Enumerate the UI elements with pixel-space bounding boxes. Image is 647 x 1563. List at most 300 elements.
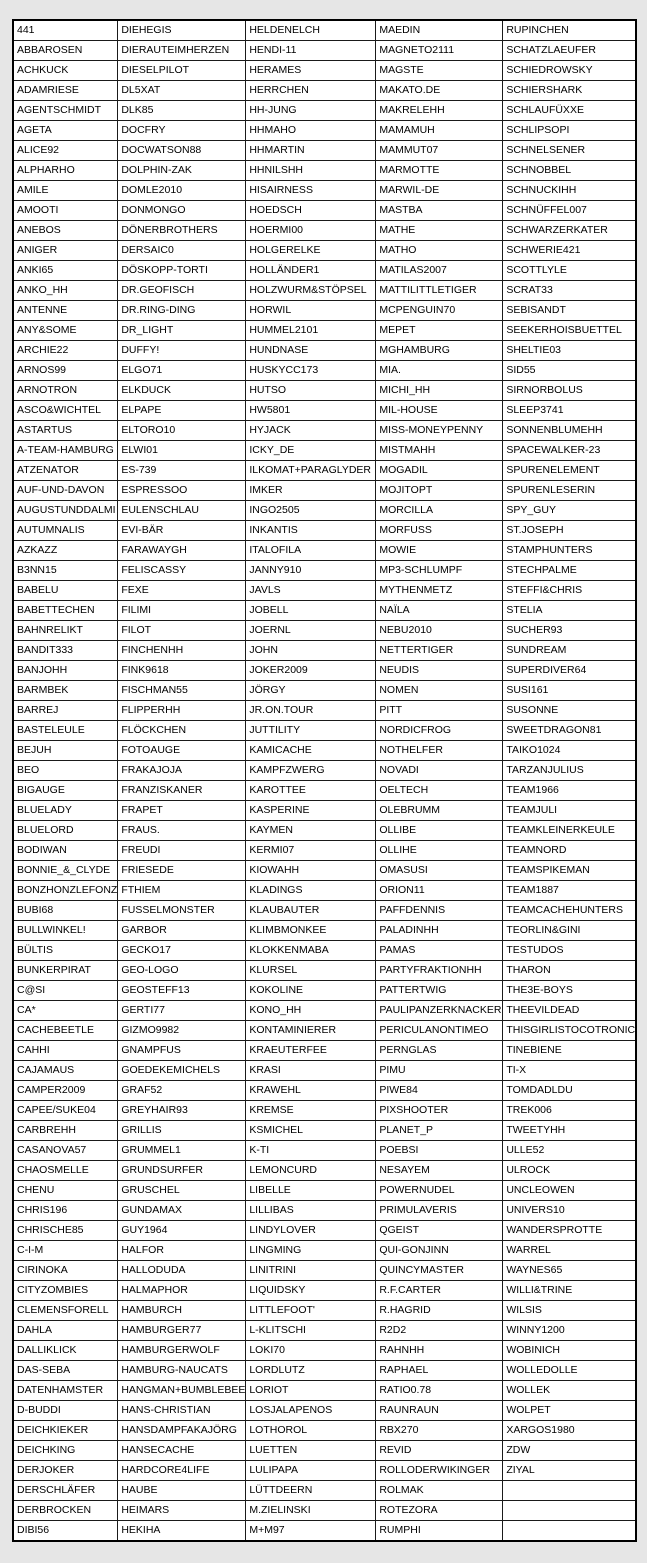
table-cell: MASTBA [376, 201, 503, 221]
table-cell: LIQUIDSKY [246, 1281, 376, 1301]
table-cell: FARAWAYGH [118, 541, 246, 561]
table-cell: MATILAS2007 [376, 261, 503, 281]
table-cell: TARZANJULIUS [503, 761, 636, 781]
table-cell: SUSI161 [503, 681, 636, 701]
table-cell: LÜTTDEERN [246, 1481, 376, 1501]
table-row [13, 1221, 636, 1241]
table-cell: HANGMAN+BUMBLEBEE [118, 1381, 246, 1401]
table-cell: MARMOTTE [376, 161, 503, 181]
table-cell: BULLWINKEL! [13, 921, 118, 941]
table-cell: TEAM1887 [503, 881, 636, 901]
table-cell: PATTERTWIG [376, 981, 503, 1001]
table-cell: JOERNL [246, 621, 376, 641]
table-cell: SEEKERHOISBUETTEL [503, 321, 636, 341]
table-row [13, 561, 636, 581]
table-cell: LINDYLOVER [246, 1221, 376, 1241]
table-cell: CHRISCHE85 [13, 1221, 118, 1241]
table-cell: A-TEAM-HAMBURG [13, 441, 118, 461]
table-cell: HUNDNASE [246, 341, 376, 361]
table-cell: NEBU2010 [376, 621, 503, 641]
table-cell: LUETTEN [246, 1441, 376, 1461]
table-cell: KOKOLINE [246, 981, 376, 1001]
table-row [13, 1021, 636, 1041]
table-cell: LILLIBAS [246, 1201, 376, 1221]
table-cell [503, 1481, 636, 1501]
table-cell: SIRNORBOLUS [503, 381, 636, 401]
table-cell: HERAMES [246, 61, 376, 81]
table-cell: ARCHIE22 [13, 341, 118, 361]
table-cell: BIGAUGE [13, 781, 118, 801]
table-cell: ELWI01 [118, 441, 246, 461]
table-row [13, 1321, 636, 1341]
table-cell: OLEBRUMM [376, 801, 503, 821]
table-row [13, 841, 636, 861]
table-row [13, 121, 636, 141]
table-cell: ASCO&WICHTEL [13, 401, 118, 421]
table-cell: TWEETYHH [503, 1121, 636, 1141]
table-cell: UNCLEOWEN [503, 1181, 636, 1201]
table-row [13, 1261, 636, 1281]
table-cell: LEMONCURD [246, 1161, 376, 1181]
table-cell: MATHE [376, 221, 503, 241]
table-cell: PAULIPANZERKNACKER [376, 1001, 503, 1021]
table-cell: GEOSTEFF13 [118, 981, 246, 1001]
table-cell: FRAUS. [118, 821, 246, 841]
table-row [13, 461, 636, 481]
table-cell: DR.RING-DING [118, 301, 246, 321]
table-row [13, 1241, 636, 1261]
table-row [13, 421, 636, 441]
table-cell: OLLIHE [376, 841, 503, 861]
table-row [13, 681, 636, 701]
table-cell: DAHLA [13, 1321, 118, 1341]
table-cell: CACHEBEETLE [13, 1021, 118, 1041]
table-cell: KRASI [246, 1061, 376, 1081]
table-cell: FRAKAJOJA [118, 761, 246, 781]
table-cell: BARREJ [13, 701, 118, 721]
table-cell: AUF-UND-DAVON [13, 481, 118, 501]
table-row [13, 281, 636, 301]
table-cell: MCPENGUIN70 [376, 301, 503, 321]
table-row [13, 1161, 636, 1181]
table-row [13, 181, 636, 201]
table-cell: ANKO_HH [13, 281, 118, 301]
table-cell: ZDW [503, 1441, 636, 1461]
table-cell: SCRAT33 [503, 281, 636, 301]
table-cell: SUPERDIVER64 [503, 661, 636, 681]
table-cell: SCHATZLAEUFER [503, 41, 636, 61]
table-cell: SCHNOBBEL [503, 161, 636, 181]
table-cell: ZIYAL [503, 1461, 636, 1481]
table-cell: MAKRELEHH [376, 101, 503, 121]
table-row [13, 921, 636, 941]
table-cell: MEPET [376, 321, 503, 341]
table-cell: CAPEE/SUKE04 [13, 1101, 118, 1121]
table-cell: CLEMENSFORELL [13, 1301, 118, 1321]
table-cell: PLANET_P [376, 1121, 503, 1141]
table-cell: DÖNERBROTHERS [118, 221, 246, 241]
table-cell: WAYNES65 [503, 1261, 636, 1281]
table-cell: THARON [503, 961, 636, 981]
table-row [13, 1401, 636, 1421]
table-cell: MP3-SCHLUMPF [376, 561, 503, 581]
table-cell: JR.ON.TOUR [246, 701, 376, 721]
table-cell: TESTUDOS [503, 941, 636, 961]
table-cell: ARNOTRON [13, 381, 118, 401]
table-cell: PERICULANONTIMEO [376, 1021, 503, 1041]
table-row [13, 701, 636, 721]
table-cell: ILKOMAT+PARAGLYDER [246, 461, 376, 481]
table-cell: BANDIT333 [13, 641, 118, 661]
table-cell: CASANOVA57 [13, 1141, 118, 1161]
table-cell: QGEIST [376, 1221, 503, 1241]
table-cell: MIL-HOUSE [376, 401, 503, 421]
table-row [13, 381, 636, 401]
table-cell: REVID [376, 1441, 503, 1461]
table-cell [503, 1521, 636, 1542]
table-row [13, 1061, 636, 1081]
table-cell: TAIKO1024 [503, 741, 636, 761]
table-cell: NOTHELFER [376, 741, 503, 761]
table-cell: MICHI_HH [376, 381, 503, 401]
table-cell: EULENSCHLAU [118, 501, 246, 521]
table-cell: DÖSKOPP-TORTI [118, 261, 246, 281]
table-cell: HISAIRNESS [246, 181, 376, 201]
table-cell: DR_LIGHT [118, 321, 246, 341]
table-cell: SCHLIPSOPI [503, 121, 636, 141]
table-cell: BEJUH [13, 741, 118, 761]
table-cell: FRANZISKANER [118, 781, 246, 801]
table-cell: SCHNUCKIHH [503, 181, 636, 201]
table-cell: HOLLÄNDER1 [246, 261, 376, 281]
table-cell: NESAYEM [376, 1161, 503, 1181]
table-cell: HAMBURCH [118, 1301, 246, 1321]
table-cell: KLURSEL [246, 961, 376, 981]
table-cell: FRIESEDE [118, 861, 246, 881]
table-row [13, 621, 636, 641]
table-cell: ULLE52 [503, 1141, 636, 1161]
table-cell: CHAOSMELLE [13, 1161, 118, 1181]
table-cell: ICKY_DE [246, 441, 376, 461]
table-row [13, 361, 636, 381]
table-cell: TI-X [503, 1061, 636, 1081]
table-cell: KLIMBMONKEE [246, 921, 376, 941]
table-cell: LORIOT [246, 1381, 376, 1401]
table-cell: GARBOR [118, 921, 246, 941]
table-cell: PAMAS [376, 941, 503, 961]
table-cell: FRAPET [118, 801, 246, 821]
table-cell: SCHIEDROWSKY [503, 61, 636, 81]
table-cell: MISS-MONEYPENNY [376, 421, 503, 441]
table-row [13, 1181, 636, 1201]
table-cell: MGHAMBURG [376, 341, 503, 361]
table-row [13, 881, 636, 901]
table-cell: MAMMUT07 [376, 141, 503, 161]
table-cell: TREK006 [503, 1101, 636, 1121]
table-row [13, 1381, 636, 1401]
table-cell: FINCHENHH [118, 641, 246, 661]
table-cell: WOLLEDOLLE [503, 1361, 636, 1381]
table-cell: TEAMKLEINERKEULE [503, 821, 636, 841]
table-row [13, 501, 636, 521]
table-cell: BONZHONZLEFONZ [13, 881, 118, 901]
table-cell: INGO2505 [246, 501, 376, 521]
table-cell: DEICHKIEKER [13, 1421, 118, 1441]
table-cell: DERSAIC0 [118, 241, 246, 261]
table-row [13, 481, 636, 501]
table-cell: WOLLEK [503, 1381, 636, 1401]
table-row [13, 401, 636, 421]
table-cell: HUTSO [246, 381, 376, 401]
table-cell: FEXE [118, 581, 246, 601]
table-row [13, 1101, 636, 1121]
table-row [13, 521, 636, 541]
table-cell: ATZENATOR [13, 461, 118, 481]
table-cell: TEAMCACHEHUNTERS [503, 901, 636, 921]
table-cell: CAHHI [13, 1041, 118, 1061]
table-cell: HALFOR [118, 1241, 246, 1261]
table-cell: AGENTSCHMIDT [13, 101, 118, 121]
table-cell: MAMAMUH [376, 121, 503, 141]
table-cell: MOWIE [376, 541, 503, 561]
table-row [13, 1201, 636, 1221]
table-cell: BUBI68 [13, 901, 118, 921]
table-cell: HELDENELCH [246, 20, 376, 41]
table-cell: FELISCASSY [118, 561, 246, 581]
table-cell: K-TI [246, 1141, 376, 1161]
table-cell: ES-739 [118, 461, 246, 481]
table-cell: PIMU [376, 1061, 503, 1081]
table-row [13, 1481, 636, 1501]
table-cell: KERMI07 [246, 841, 376, 861]
table-row [13, 241, 636, 261]
table-cell: MISTMAHH [376, 441, 503, 461]
table-cell: RAPHAEL [376, 1361, 503, 1381]
table-row [13, 801, 636, 821]
table-cell: DOLPHIN-ZAK [118, 161, 246, 181]
table-cell: SEBISANDT [503, 301, 636, 321]
table-cell: STECHPALME [503, 561, 636, 581]
table-row [13, 201, 636, 221]
table-cell: NETTERTIGER [376, 641, 503, 661]
table-cell: SUCHER93 [503, 621, 636, 641]
table-cell: KIOWAHH [246, 861, 376, 881]
table-cell: PIXSHOOTER [376, 1101, 503, 1121]
table-cell: DERBROCKEN [13, 1501, 118, 1521]
table-cell: BEO [13, 761, 118, 781]
table-cell: CA* [13, 1001, 118, 1021]
table-cell: EVI-BÄR [118, 521, 246, 541]
table-cell: OMASUSI [376, 861, 503, 881]
table-cell: HHNILSHH [246, 161, 376, 181]
table-cell: HALLODUDA [118, 1261, 246, 1281]
table-cell: R2D2 [376, 1321, 503, 1341]
table-cell: KLAUBAUTER [246, 901, 376, 921]
table-cell: MIA. [376, 361, 503, 381]
table-cell: FTHIEM [118, 881, 246, 901]
table-cell: TEAM1966 [503, 781, 636, 801]
table-cell: TINEBIENE [503, 1041, 636, 1061]
table-cell: NEUDIS [376, 661, 503, 681]
table-cell: SHELTIE03 [503, 341, 636, 361]
table-row [13, 101, 636, 121]
table-cell: HAMBURG-NAUCATS [118, 1361, 246, 1381]
table-cell: JOBELL [246, 601, 376, 621]
table-cell: MAGNETO2111 [376, 41, 503, 61]
table-cell: MOGADIL [376, 461, 503, 481]
table-cell: DAS-SEBA [13, 1361, 118, 1381]
table-cell: GECKO17 [118, 941, 246, 961]
table-cell: HORWIL [246, 301, 376, 321]
table-row [13, 721, 636, 741]
table-row [13, 1461, 636, 1481]
table-cell: HEIMARS [118, 1501, 246, 1521]
table-cell: MARWIL-DE [376, 181, 503, 201]
table-cell: PAFFDENNIS [376, 901, 503, 921]
table-cell: HAMBURGERWOLF [118, 1341, 246, 1361]
table-cell: KLOKKENMABA [246, 941, 376, 961]
table-cell: R.HAGRID [376, 1301, 503, 1321]
table-cell: ESPRESSOO [118, 481, 246, 501]
table-cell: POWERNUDEL [376, 1181, 503, 1201]
table-cell: SUNDREAM [503, 641, 636, 661]
table-cell: MATTILITTLETIGER [376, 281, 503, 301]
table-cell: AMOOTI [13, 201, 118, 221]
table-cell: QUINCYMASTER [376, 1261, 503, 1281]
table-cell: ACHKUCK [13, 61, 118, 81]
table-cell: GNAMPFUS [118, 1041, 246, 1061]
table-cell: MORCILLA [376, 501, 503, 521]
table-row [13, 1121, 636, 1141]
table-cell: BONNIE_&_CLYDE [13, 861, 118, 881]
table-cell: ABBAROSEN [13, 41, 118, 61]
table-cell: CITYZOMBIES [13, 1281, 118, 1301]
table-cell: HANSDAMPFAKAJÖRG [118, 1421, 246, 1441]
table-cell: JAVLS [246, 581, 376, 601]
table-cell: DIBI56 [13, 1521, 118, 1542]
table-cell: JOKER2009 [246, 661, 376, 681]
table-cell: DR.GEOFISCH [118, 281, 246, 301]
table-cell: OLLIBE [376, 821, 503, 841]
table-cell: JOHN [246, 641, 376, 661]
table-cell: ST.JOSEPH [503, 521, 636, 541]
table-row [13, 1301, 636, 1321]
table-cell: MORFUSS [376, 521, 503, 541]
table-cell: PALADINHH [376, 921, 503, 941]
table-cell: MAKATO.DE [376, 81, 503, 101]
table-cell: BASTELEULE [13, 721, 118, 741]
table-cell: KASPERINE [246, 801, 376, 821]
table-cell: ELPAPE [118, 401, 246, 421]
table-cell: WARREL [503, 1241, 636, 1261]
table-cell: GRUNDSURFER [118, 1161, 246, 1181]
table-cell: RAHNHH [376, 1341, 503, 1361]
table-cell: AUGUSTUNDDALMI [13, 501, 118, 521]
table-row [13, 41, 636, 61]
table-cell: RBX270 [376, 1421, 503, 1441]
table-cell: WOBINICH [503, 1341, 636, 1361]
table-cell: ADAMRIESE [13, 81, 118, 101]
table-cell: LOTHOROL [246, 1421, 376, 1441]
table-cell: THISGIRLISTOCOTRONIC [503, 1021, 636, 1041]
table-cell: XARGOS1980 [503, 1421, 636, 1441]
table-cell: MYTHENMETZ [376, 581, 503, 601]
table-row [13, 61, 636, 81]
table-cell: GRUSCHEL [118, 1181, 246, 1201]
table-cell: BÜLTIS [13, 941, 118, 961]
table-cell: BAHNRELIKT [13, 621, 118, 641]
table-cell: ELTORO10 [118, 421, 246, 441]
table-cell: KSMICHEL [246, 1121, 376, 1141]
table-cell: GUY1964 [118, 1221, 246, 1241]
table-cell: BABETTECHEN [13, 601, 118, 621]
table-cell: TEORLIN&GINI [503, 921, 636, 941]
table-cell: DOMLE2010 [118, 181, 246, 201]
table-cell: HW5801 [246, 401, 376, 421]
table-cell: SCHIERSHARK [503, 81, 636, 101]
table-row [13, 1521, 636, 1542]
table-row [13, 541, 636, 561]
table-row [13, 1081, 636, 1101]
table-cell: BARMBEK [13, 681, 118, 701]
table-cell: D-BUDDI [13, 1401, 118, 1421]
table-cell: WILLI&TRINE [503, 1281, 636, 1301]
table-cell: NOMEN [376, 681, 503, 701]
table-cell: HANSECACHE [118, 1441, 246, 1461]
table-row [13, 1421, 636, 1441]
table-cell: SUSONNE [503, 701, 636, 721]
table-cell: FILOT [118, 621, 246, 641]
table-row [13, 1341, 636, 1361]
table-cell: IMKER [246, 481, 376, 501]
table-cell: CAMPER2009 [13, 1081, 118, 1101]
username-table-body [13, 20, 636, 1541]
table-cell: KAYMEN [246, 821, 376, 841]
table-row [13, 1501, 636, 1521]
table-cell [503, 1501, 636, 1521]
table-cell: ANKI65 [13, 261, 118, 281]
table-cell: ROLLODERWIKINGER [376, 1461, 503, 1481]
table-cell: DL5XAT [118, 81, 246, 101]
table-cell: HERRCHEN [246, 81, 376, 101]
table-cell: WANDERSPROTTE [503, 1221, 636, 1241]
table-cell: RUPINCHEN [503, 20, 636, 41]
table-cell: HH-JUNG [246, 101, 376, 121]
table-cell: HOERMI00 [246, 221, 376, 241]
table-cell: STAMPHUNTERS [503, 541, 636, 561]
table-cell: NOVADI [376, 761, 503, 781]
table-cell: ALPHARHO [13, 161, 118, 181]
table-row [13, 321, 636, 341]
table-cell: KRAWEHL [246, 1081, 376, 1101]
table-row [13, 981, 636, 1001]
table-row [13, 861, 636, 881]
table-cell: BLUELORD [13, 821, 118, 841]
table-cell: HANS-CHRISTIAN [118, 1401, 246, 1421]
table-cell: HOEDSCH [246, 201, 376, 221]
table-cell: FISCHMAN55 [118, 681, 246, 701]
table-cell: TEAMNORD [503, 841, 636, 861]
table-cell: FLÖCKCHEN [118, 721, 246, 741]
table-row [13, 661, 636, 681]
table-cell: LITTLEFOOT' [246, 1301, 376, 1321]
table-cell: 441 [13, 20, 118, 41]
table-cell: JÖRGY [246, 681, 376, 701]
table-row [13, 161, 636, 181]
table-cell: PIWE84 [376, 1081, 503, 1101]
table-row [13, 341, 636, 361]
table-cell: LIBELLE [246, 1181, 376, 1201]
